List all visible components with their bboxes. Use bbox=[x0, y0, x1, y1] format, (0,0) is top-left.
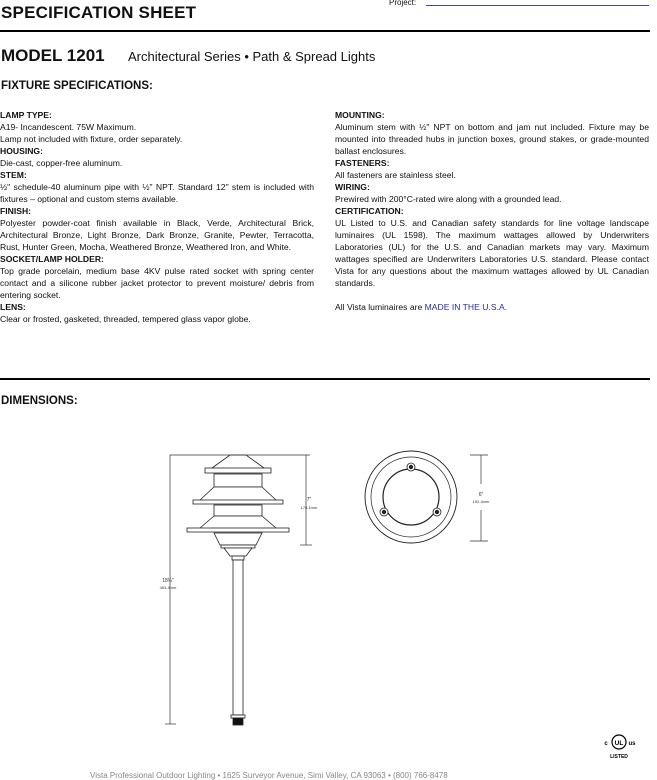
socket-label: SOCKET/LAMP HOLDER: bbox=[0, 254, 104, 264]
top-height-mm: 178.1mm bbox=[300, 505, 318, 510]
footer-text: Vista Professional Outdoor Lighting • 1625 Surveyor Avenue, Simi Valley, CA 93063 • (800) 766-8478 bbox=[90, 771, 448, 780]
lens-text: Clear or frosted, gasketed, threaded, tempered glass vapor globe. bbox=[0, 314, 251, 324]
ul-mark-right: us bbox=[628, 741, 636, 747]
wiring-label: WIRING: bbox=[335, 182, 370, 192]
fasteners-label: FASTENERS: bbox=[335, 158, 390, 168]
path-light-top-view bbox=[365, 451, 457, 543]
lens-label: LENS: bbox=[0, 302, 26, 312]
project-label: Project: bbox=[389, 0, 417, 7]
finish-text: Polyester powder-coat finish available in Black, Verde, Architectural Brick, Architectural Bronze, Light Bronze, Dark Bronze, Granite, Pewter, Terracotta, Rust, Hunter Green, Mocha, Weathered Bronze, Weathered Iron, and White. bbox=[0, 218, 314, 252]
fasteners-text: All fasteners are stainless steel. bbox=[335, 170, 456, 180]
stem-text: ½" schedule-40 aluminum pipe with ½" NPT. Standard 12" stem is included with fixtures – optional and custom stems available. bbox=[0, 182, 314, 204]
diameter-mm: 152.4mm bbox=[472, 499, 490, 504]
overall-height-inches: 18¼" bbox=[162, 578, 174, 584]
model-series: Architectural Series • Path & Spread Lights bbox=[128, 49, 376, 64]
sheet-title: SPECIFICATION SHEET bbox=[1, 3, 197, 22]
lamp-type-line: A19- Incandescent. 75W Maximum. bbox=[0, 122, 137, 132]
ul-mark-left: c bbox=[604, 741, 608, 747]
path-light-side-view bbox=[187, 455, 289, 725]
certification-text: UL Listed to U.S. and Canadian safety standards for line voltage landscape luminaires (UL 1598). The maximum wattages allowed by Underwriters Laboratories (UL) for the U.S. and Canadian markets may vary. Maximum wattages specified are Underwriters Laboratories U.S. standard. Please contact Vista for any questions about the maximum wattages allowed by UL Canadian standards. bbox=[335, 218, 649, 288]
model-number: MODEL 1201 bbox=[1, 46, 105, 65]
ul-mark-center: UL bbox=[614, 740, 624, 747]
overall-height-mm: 463.4mm bbox=[159, 585, 177, 590]
made-in-prefix: All Vista luminaires are bbox=[335, 302, 425, 312]
diameter-inches: 6" bbox=[478, 492, 484, 498]
socket-text: Top grade porcelain, medium base 4KV pulse rated socket with spring center contact and a silicone rubber jacket protector to prevent moisture/ debris from entering socket. bbox=[0, 266, 314, 300]
wiring-text: Prewired with 200°C-rated wire along with a grounded lead. bbox=[335, 194, 562, 204]
top-height-inches: 7" bbox=[306, 497, 312, 503]
housing-text: Die-cast, copper-free aluminum. bbox=[0, 158, 123, 168]
dimensions-heading: DIMENSIONS: bbox=[1, 395, 78, 407]
made-in-usa: MADE IN THE U.S.A. bbox=[424, 302, 508, 312]
ul-mark-bottom: LISTED bbox=[610, 754, 628, 760]
mounting-label: MOUNTING: bbox=[335, 110, 385, 120]
ul-listed-icon bbox=[604, 735, 636, 760]
lamp-type-line: Lamp not included with fixture, order separately. bbox=[0, 134, 183, 144]
fixture-specs-heading: FIXTURE SPECIFICATIONS: bbox=[1, 80, 153, 92]
mounting-text: Aluminum stem with ½" NPT on bottom and jam nut included. Fixture may be mounted into threaded hubs in junction boxes, ground stakes, or grade-mounted ballast enclosures. bbox=[335, 122, 649, 156]
stem-label: STEM: bbox=[0, 170, 27, 180]
lamp-type-label: LAMP TYPE: bbox=[0, 110, 52, 120]
finish-label: FINISH: bbox=[0, 206, 32, 216]
certification-label: CERTIFICATION: bbox=[335, 206, 404, 216]
diameter-dimension-lines bbox=[470, 455, 488, 541]
housing-label: HOUSING: bbox=[0, 146, 43, 156]
